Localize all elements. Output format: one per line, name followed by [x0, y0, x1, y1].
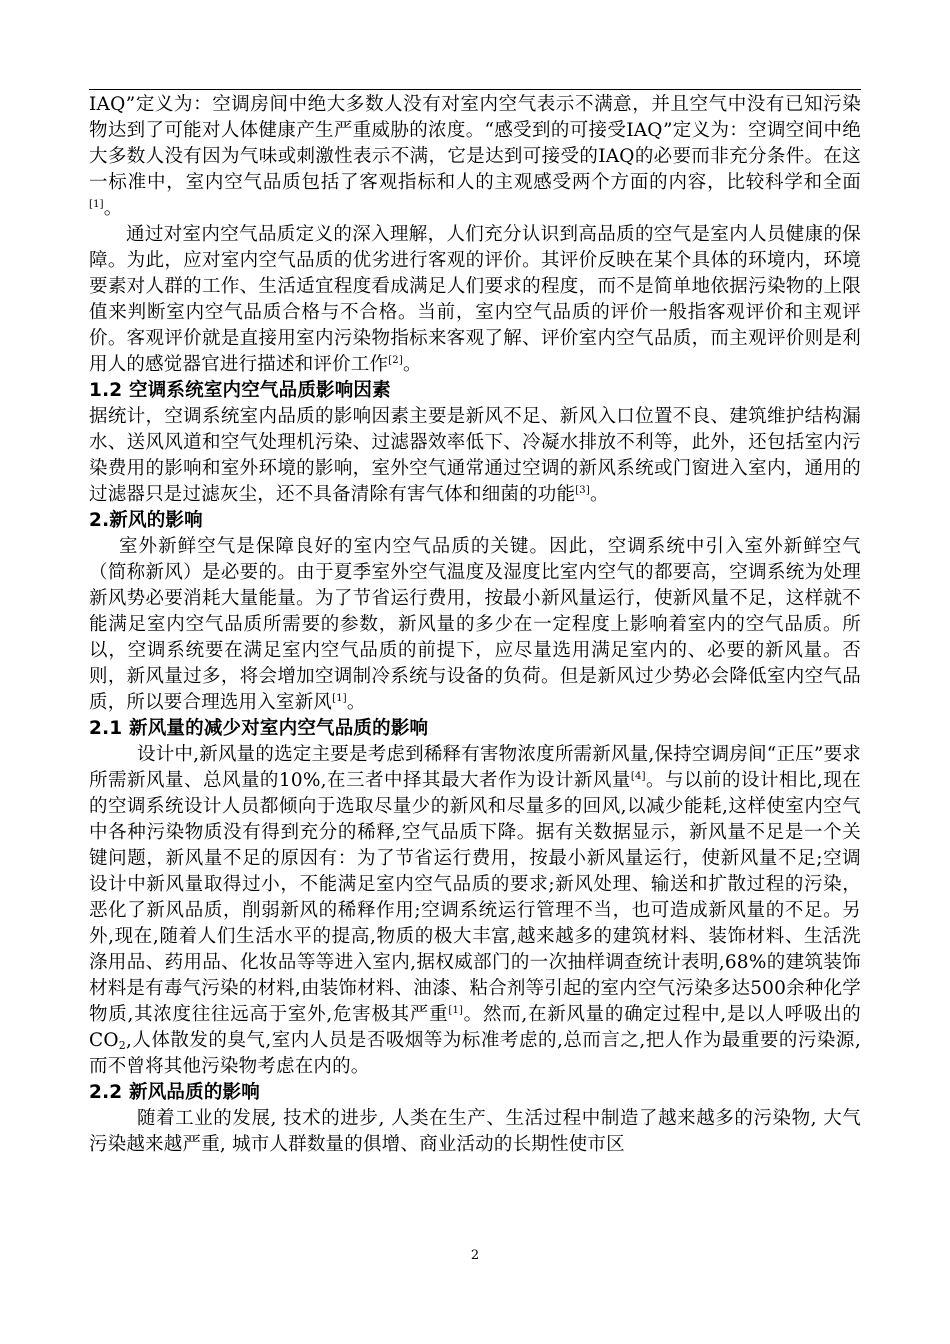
- citation-ref: [2]: [388, 355, 403, 366]
- citation-ref: [1]: [332, 693, 347, 704]
- document-body: [89, 92, 861, 1158]
- paragraph-end: 。: [402, 354, 422, 375]
- paragraph-text: 室外新鲜空气是保障良好的室内空气品质的关键。因此，空调系统中引入室外新鲜空气（简称新风）是必要的。由于夏季室外空气温度及湿度比室内空气的都要高，空调系统为处理新风势必要消耗大量能量。为了节省运行费用，按最小新风量运行，使新风量不足，这样就不能满足室内空气品质所需要的参数，新风量的多少在一定程度上影响着室内的空气品质。所以，空调系统要在满足室内空气品质的前提下，应尽量选用满足室内的、必要的新风量。否则，新风量过多，将会增加空调制冷系统与设备的负荷。但是新风过少势必会降低室内空气品质，所以要合理选用入室新风: [89, 536, 861, 713]
- page-number: 2: [470, 1248, 480, 1263]
- paragraph-fresh-air: [89, 534, 861, 716]
- paragraph-text: 通过对室内空气品质定义的深入理解，人们充分认识到高品质的空气是室内人员健康的保障。为此，应对室内空气品质的优劣进行客观的评价。其评价反映在某个具体的环境内，环境要素对人群的工作、生活适宜程度看成满足人们要求的程度，而不是简单地依据污染物的上限值来判断室内空气品质合格与不合格。当前，室内空气品质的评价一般指客观评价和主观评价。客观评价就是直接用室内污染物指标来客观了解、评价室内空气品质，而主观评价则是利用人的感觉器官进行描述和评价工作: [89, 224, 861, 375]
- paragraph-text: ,人体散发的臭气,室内人员是否吸烟等为标准考虑的,总而言之,把人作为最重要的污染源,而不曾将其他污染物考虑在内的。: [89, 1030, 861, 1077]
- citation-ref: [1]: [448, 1005, 464, 1016]
- citation-ref: [3]: [575, 485, 590, 496]
- section-heading-1-2: 1.2 空调系统室内空气品质影响因素: [89, 380, 391, 401]
- paragraph-end: 。: [103, 198, 123, 219]
- section-heading-2-1: 2.1 新风量的减少对室内空气品质的影响: [89, 718, 429, 739]
- section-heading-2-2: 2.2 新风品质的影响: [89, 1082, 260, 1103]
- paragraph-text: IAQ”定义为：空调房间中绝大多数人没有对室内空气表示不满意，并且空气中没有已知污染物达到了可能对人体健康产生严重威胁的浓度。“感受到的可接受IAQ”定义为：空调空间中绝大多数人没有因为气味或刺激性表示不满，它是达到可接受的IAQ的必要而非充分条件。在这一标准中，室内空气品质包括了客观指标和人的主观感受两个方面的内容，比较科学和全面: [89, 94, 861, 193]
- paragraph-end: 。: [346, 692, 366, 713]
- header-rule: [89, 89, 861, 90]
- paragraph-text: 。然而,在新风量的确定过程中,是以人呼吸出的CO: [89, 1004, 861, 1051]
- paragraph-text: 。与以前的设计相比,现在的空调系统设计人员都倾向于选取尽量少的新风和尽量多的回风,以减少能耗,这样使室内空气中各种污染物质没有得到充分的稀释,空气品质下降。据有关数据显示，新风量不足是一个关键问题，新风量不足的原因有：为了节省运行费用，按最小新风量运行，使新风量不足;空调设计中新风量取得过小，不能满足室内空气品质的要求;新风处理、输送和扩散过程的污染，恶化了新风品质，削弱新风的稀释作用;空调系统运行管理不当，也可造成新风量的不足。另外,现在,随着人们生活水平的提高,物质的极大丰富,越来越多的建筑材料、装饰材料、生活洗涤用品、药用品、化妆品等等进入室内,据权威部门的一次抽样调查统计表明,68%的建筑装饰材料是有毒气污染的材料,由装饰材料、油漆、粘合剂等引起的室内空气污染多达500余种化学物质,其浓度往往远高于室外,危害极其严重: [89, 770, 861, 1025]
- paragraph-iaq-definition: [89, 92, 861, 222]
- paragraph-text: 据统计，空调系统室内品质的影响因素主要是新风不足、新风入口位置不良、建筑维护结构漏水、送风风道和空气处理机污染、过滤器效率低下、冷凝水排放不利等，此外，还包括室内污染费用的影响和室外环境的影响，室外空气通常通过空调的新风系统或门窗进入室内，通用的过滤器只是过滤灰尘，还不具备清除有害气体和细菌的功能: [89, 406, 861, 505]
- paragraph-text: 设计中,新风量的选定主要是考虑到稀释有害物浓度所需新风量,保持空调房间“正压”要求所需新风量、总风量的10%,在三者中择其最大者作为设计新风量: [89, 744, 861, 791]
- paragraph-fresh-air-quality: [89, 1106, 861, 1158]
- subscript: 2: [118, 1039, 126, 1052]
- paragraph-end: 。: [589, 484, 609, 505]
- paragraph-influencing-factors: [89, 404, 861, 508]
- paragraph-fresh-air-reduction: [89, 742, 861, 1080]
- citation-ref: [4]: [630, 771, 646, 782]
- paragraph-iaq-evaluation: [89, 222, 861, 378]
- section-heading-2: 2.新风的影响: [89, 510, 203, 531]
- paragraph-text: 随着工业的发展, 技术的进步, 人类在生产、生活过程中制造了越来越多的污染物, 大气污染越来越严重, 城市人群数量的俱增、商业活动的长期性使市区: [89, 1108, 861, 1155]
- citation-ref: [1]: [89, 199, 104, 210]
